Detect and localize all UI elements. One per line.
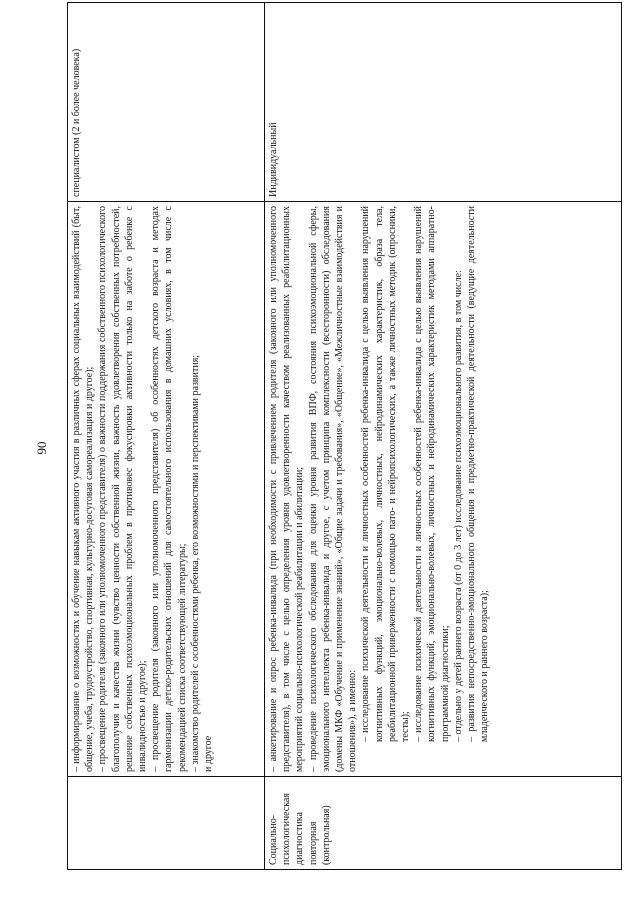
table-row xyxy=(68,3,265,870)
content-paragraph: – информирование о возможностях и обучение навыкам активного участия в различных сферах социальных взаимодействий (быт, общение, учеба, трудоустройство, спортивная, культурно-досуговая самореализация и другое); xyxy=(71,206,96,772)
table-row xyxy=(265,3,622,870)
content-paragraph: – просвещение родителя (законного или уполномоченного представителя) о важности поддержания собственного психологического благополучия и качества жизни (чувство ценности собственной жизни, важность удовлетворения собственных потребностей, решение собственных психоэмоциональных проблем в противовес фокусировки активности только на заботе о ребенке с инвалидностью и другое); xyxy=(97,206,149,772)
service-name-cell xyxy=(265,777,622,870)
service-content-cell xyxy=(265,202,622,777)
service-name-cell xyxy=(68,777,265,870)
service-form-cell xyxy=(68,3,265,202)
rotated-table-container xyxy=(67,30,627,870)
content-paragraph: – анкетирование и опрос ребенка-инвалида (при необходимости с привлечением родителя (законного или уполномоченного представителя), в том числе с целью определения уровня удовлетворенности качеством реализованных реабилитационных мероприятий социально-психологической реабилитации и абилитации; xyxy=(268,206,306,772)
service-name: Социально-психологическая диагностика повторная (контрольная) xyxy=(268,793,332,865)
services-table xyxy=(67,2,622,870)
content-paragraph: – просвещение родителя (законного или уполномоченного представителя) об особенностях детского возраста и методах гармонизации детско-родительских отношений для самостоятельного использования в домашних условиях, в том числе с рекомендацией списка соответствующей литературы; xyxy=(150,206,188,772)
page-number: 90 xyxy=(34,441,49,455)
content-paragraph: – отдельно у детей раннего возраста (от 0 до 3 лет) исследование психоэмоционального развития, в том числе: xyxy=(452,270,464,742)
content-paragraph: – исследование психической деятельности и личностных особенностей ребенка-инвалида с целью выявления нарушений когнитивных функций, эмоционально-волевых, личностных, нейродинамических характеристик, образа тела, реабилитационной приверженности с помощью пато- и нейропсихологических, а также личностных методик (опросники, тесты); xyxy=(360,206,412,742)
content-paragraph: – развития непосредственно-эмоционального общения и предметно-практической деятельности (ведущие деятельности младенческого и раннего возраста); xyxy=(466,206,491,742)
content-paragraph: – знакомство родителей с особенностями ребенка, его возможностями и перспективами развития; xyxy=(189,354,201,772)
content-paragraph: – исследование психической деятельности и личностных особенностей ребенка-инвалида с целью выявления нарушений когнитивных функций, эмоционально-волевых, личностных и нейродинамических характеристик методами аппаратно-программной диагностики; xyxy=(413,206,451,742)
service-content-cell xyxy=(68,202,265,777)
service-form: Индивидуальный xyxy=(268,122,279,197)
content-paragraph: – проведение психологического обследования для оценки уровня развития ВПФ, состояния психоэмоциональной сферы, эмоционального интеллекта ребенка-инвалида и другое, с учетом принципа комплексности (всесторонности) обследования (домены МКФ «Обучение и применение знаний», «Общие задачи и требования», «Общение», «Межличностные взаимодействия и отношения»), а именно: xyxy=(307,206,359,772)
service-form: специалистом (2 и более человека) xyxy=(71,48,82,197)
content-paragraph: и другое xyxy=(203,735,215,772)
service-form-cell xyxy=(265,3,622,202)
